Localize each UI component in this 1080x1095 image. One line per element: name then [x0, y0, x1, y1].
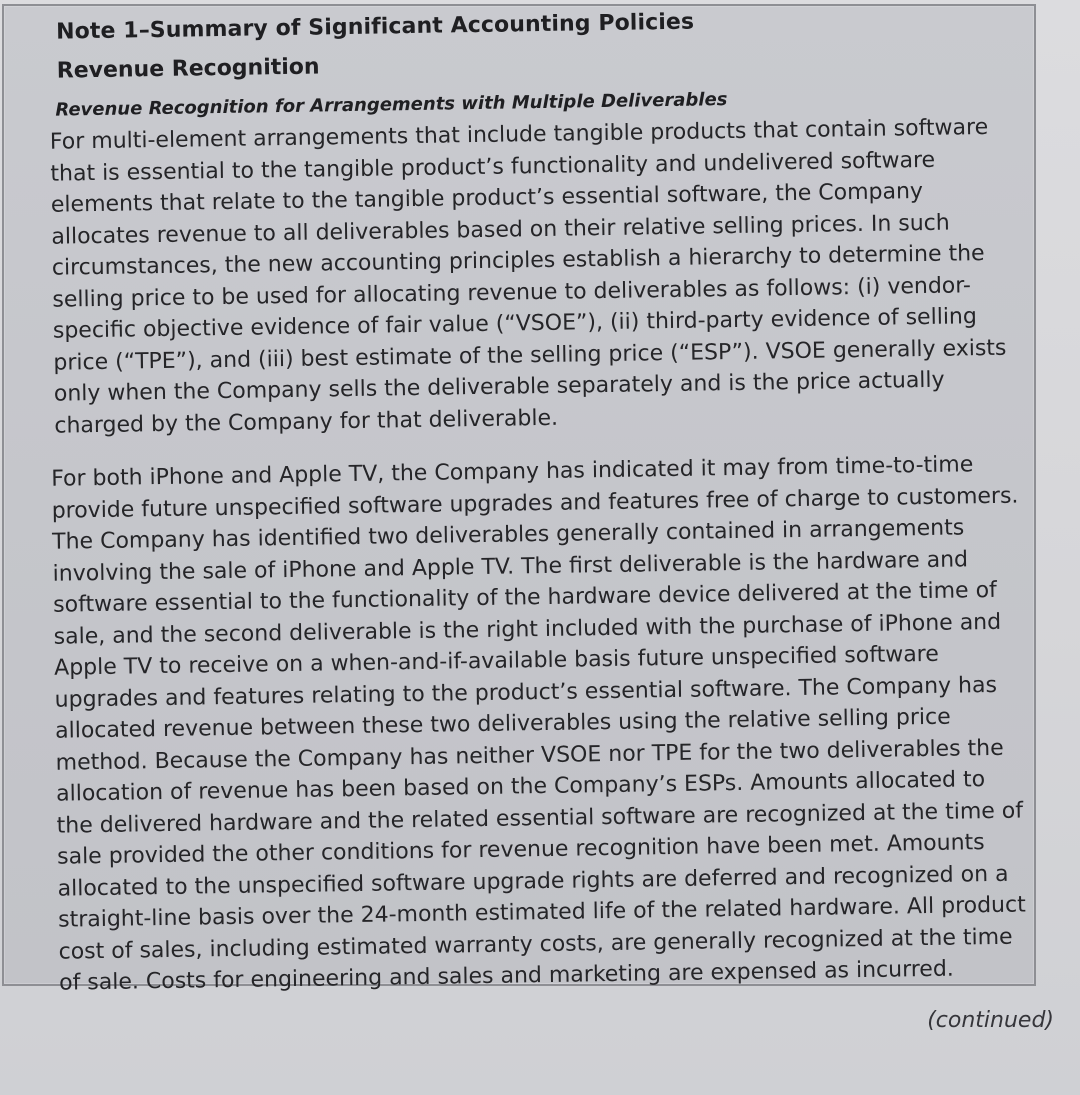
note-content	[30, 4, 1035, 999]
note-box	[2, 4, 1036, 996]
paragraph-1: For multi-element arrangements that include tangible products that contain software that is essential to the tangible product’s functionality and undelivered software elements that relate to the tangible product’s essential software, the Company allocates revenue to all deliverables based on their relative selling prices. In such circumstances, the new accounting principles establish a hierarchy to determine the selling price to be used for allocating revenue to deliverables as follows: (i) vendor-specific objective evidence of fair value (“VSOE”), (ii) third-party evidence of selling price (“TPE”), and (iii) best estimate of the selling price (“ESP”). VSOE generally exists only when the Company sells the deliverable separately and is the price actually charged by the Company for that deliverable.	[49, 114, 1007, 439]
continued-label: (continued)	[927, 1008, 1054, 1033]
note-title: Note 1–Summary of Significant Accounting Policies	[55, 9, 695, 45]
section-heading: Revenue Recognition	[56, 54, 320, 84]
paragraph-2: For both iPhone and Apple TV, the Company has indicated it may from time-to-time provide future unspecified software upgrades and features free of charge to customers. The Company has identified two deliverables generally contained in arrangements involving the sale of iPhone and Apple TV. The first deliverable is the hardware and software essential to the functionality of the hardware device delivered at the time of sale, and the second deliverable is the right included with the purchase of iPhone and Apple TV to receive on a when-and-if-available basis future unspecified software upgrades and features relating to the product’s essential software. The Company has allocated revenue between these two deliverables using the relative selling price method. Because the Company has neither VSOE nor TPE for the two deliverables the allocation of revenue has been based on the Company’s ESPs. Amounts allocated to the delivered hardware and the related essential software are recognized at the time of sale provided the other conditions for revenue recognition have been met. Amounts allocated to the unspecified software upgrade rights are deferred and recognized on a straight-line basis over the 24-month estimated life of the related hardware. All product cost of sales, including estimated warranty costs, are generally recognized at the time of sale. Costs for engineering and sales and marketing are expensed as incurred.	[51, 452, 1026, 996]
subsection-heading: Revenue Recognition for Arrangements with Multiple Deliverables	[55, 89, 728, 121]
